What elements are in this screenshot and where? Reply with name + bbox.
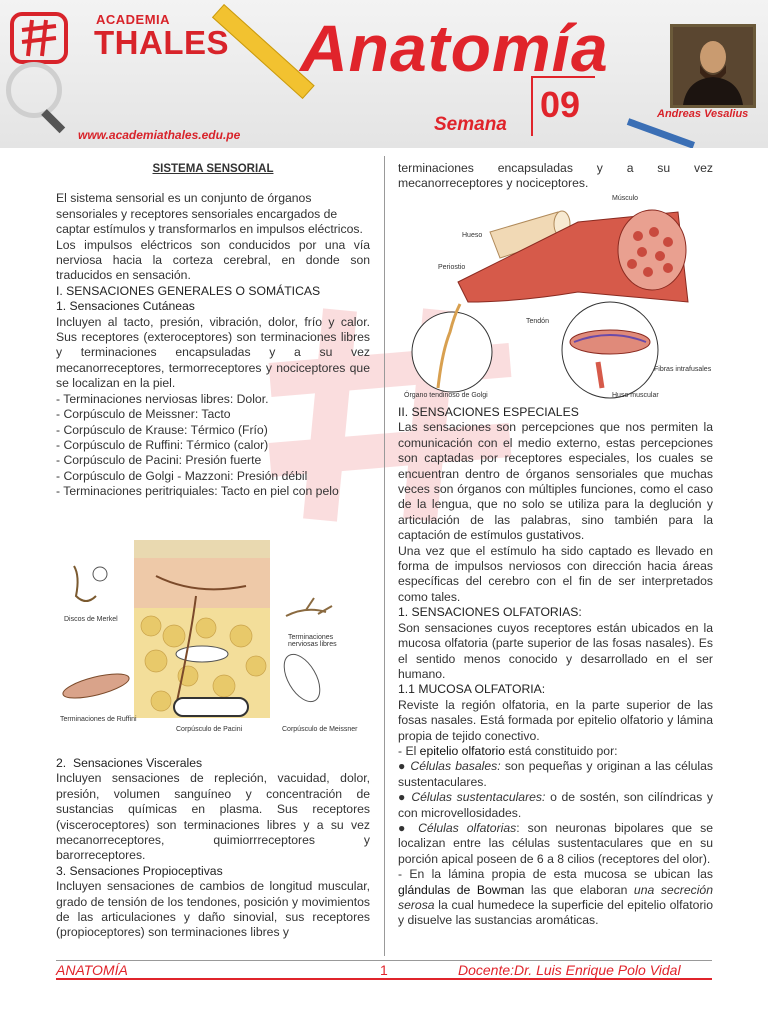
label-meissner: Corpúsculo de Meissner (282, 726, 358, 733)
portrait-name: Andreas Vesalius (657, 108, 749, 120)
magnifier-icon (6, 62, 62, 118)
column-divider (384, 156, 385, 956)
especiales-text-2: Una vez que el estímulo ha sido captado es llevado en forma de impulsos nerviosos con dirección hacia áreas específicas del cerebro con el fin de ser interpretados como tales. (398, 543, 713, 604)
week-label: Semana (434, 114, 507, 135)
sustentaculares-item: ● Células sustentaculares: o de sostén, son cilíndricas y con microvellosidades. (398, 790, 714, 820)
viscerales-text: Incluyen sensaciones de repleción, vacuidad, dolor, presión, volumen sanguíneo y concentración de sustancias químicas en plasma. Sus receptores (visceroceptores) son terminaciones libres y a su vez mecanorreceptores, quimiorrreceptores y barorreceptores. (56, 771, 370, 863)
bowman-italic: una secreción serosa (398, 882, 713, 912)
label-fibras: Fibras intrafusales (654, 366, 712, 373)
basales-text: son pequeñas y originan a las células sustentaculares. (398, 759, 713, 789)
academy-logo-icon (10, 12, 68, 64)
right-column-bottom (398, 405, 713, 929)
receptor-item: - Terminaciones nerviosas libres: Dolor. (56, 391, 269, 406)
footer-red-line (56, 978, 712, 980)
sustentaculares-text: o de sostén, son cilíndricas y con microvellosidades. (398, 790, 714, 820)
olfatorias-term: Células olfatorias (418, 820, 517, 835)
sustentaculares-term: Células sustentaculares: (411, 790, 546, 805)
epitelio-line (398, 744, 713, 759)
left-column-top (56, 162, 370, 500)
mucosa-text: Reviste la región olfatoria, en la parte superior de las fosas nasales. Está formada por epitelio olfatorio y lámina propia de tejido conectivo. (398, 697, 713, 743)
label-musculo: Músculo (612, 195, 639, 202)
receptor-item: - Corpúsculo de Pacini: Presión fuerte (56, 453, 262, 468)
pencil-decoration (627, 118, 695, 148)
olfatorias-item: ● Células olfatorias: son neuronas bipolares que se localizan entre las células sustentaculares que en su porción apical poseen de 6 a 8 cilios (receptores del olor). (398, 820, 714, 866)
label-pacini: Corpúsculo de Pacini (176, 726, 243, 733)
epitelio-post: está constituido por: (505, 743, 618, 758)
footer-subject: ANATOMÍA (56, 962, 128, 978)
label-ruffini: Terminaciones de Ruffini (60, 716, 137, 723)
heading-mucosa: 1.1 MUCOSA OLFATORIA: (398, 682, 546, 697)
footer-rule (56, 960, 712, 961)
bowman-term: glándulas de Bowman (398, 882, 525, 897)
receptor-item: - Corpúsculo de Meissner: Tacto (56, 407, 231, 422)
page-header (0, 0, 768, 148)
footer-page-number: 1 (380, 962, 388, 978)
receptor-item: - Corpúsculo de Ruffini: Térmico (calor) (56, 437, 269, 452)
heading-generales: I. SENSACIONES GENERALES O SOMÁTICAS (56, 283, 321, 298)
label-huso: Huso muscular (612, 392, 659, 399)
academy-name: THALES (94, 24, 229, 61)
magnifier-handle (41, 109, 65, 133)
label-hueso: Hueso (462, 232, 483, 239)
heading-viscerales-number: 2. (56, 756, 67, 770)
receptor-item: - Corpúsculo de Krause: Térmico (Frío) (56, 422, 268, 437)
olfatorias-item-text: : son neuronas bipolares que se localizan entre las células sustentaculares que en su porción apical poseen de 6 a 8 cilios (receptores del olor). (398, 820, 714, 866)
receptor-item: - Corpúsculo de Golgi - Mazzoni: Presión débil (56, 468, 308, 483)
epitelio-pre: - El (398, 743, 420, 758)
olfatorias-text: Son sensaciones cuyos receptores están ubicados en la mucosa olfatoria (parte superior de las fosas nasales). Es el sentido menos conocido y desarrollado en el ser humano. (398, 620, 713, 681)
basales-item: ● Células basales: son pequeñas y originan a las células sustentaculares. (398, 759, 713, 789)
basales-term: Células basales: (410, 759, 501, 774)
especiales-text: Las sensaciones son percepciones que nos permiten la comunicación con el medio externo, estas percepciones son captadas por receptores especiales, los cuales se encuentran dentro de órganos sensoriales que muchas veces son órganos con múltiples funciones, como el caso de la lengua, que no solo se utiliza para la deglución y articulación de las palabras, sino también para la captación de estímulos gustativos. (398, 420, 713, 543)
heading-viscerales (56, 756, 370, 771)
propioceptivas-text: Incluyen sensaciones de cambios de longitud muscular, grado de tensión de los tendones, posición y movimientos de las articulaciones y daño sinovial, sus receptores (propioceptores) son terminaciones libres y (56, 879, 370, 940)
skin-receptors-figure (56, 536, 372, 744)
bowman-post: la cual humedece la superficie del epitelio olfatorio y disuelve las sustancias aromáticas. (398, 898, 713, 928)
label-periostio: Periostio (438, 264, 466, 271)
right-column-top (398, 161, 713, 192)
footer-teacher: Docente:Dr. Luis Enrique Polo Vidal (458, 962, 681, 978)
bowman-mid: las que elaboran (524, 882, 634, 897)
bowman-paragraph (398, 867, 713, 929)
label-golgi: Órgano tendinoso de Golgi (404, 392, 488, 399)
website-link[interactable]: www.academiathales.edu.pe (78, 128, 241, 142)
receptor-item: - Terminaciones peritriquiales: Tacto en piel con pelo (56, 484, 339, 499)
section-title: SISTEMA SENSORIAL (152, 163, 274, 175)
epitelio-term: epitelio olfatorio (419, 743, 506, 758)
academy-small-label: ACADEMIA (96, 12, 171, 27)
left-column-bottom (56, 756, 370, 941)
label-merkel: Discos de Merkel (64, 616, 118, 623)
heading-propioceptivas: 3. Sensaciones Propioceptivas (56, 863, 223, 878)
heading-cutaneas: 1. Sensaciones Cutáneas (56, 299, 195, 314)
muscle-receptors-figure (398, 192, 713, 402)
week-number: 09 (540, 84, 581, 125)
label-tendon: Tendón (526, 318, 549, 325)
page-title: Anatomía (300, 11, 609, 85)
portrait-image (670, 24, 756, 108)
label-terminaciones-libres: Terminaciones nerviosas libres (288, 634, 337, 648)
heading-especiales: II. SENSACIONES ESPECIALES (398, 405, 579, 419)
heading-viscerales-text: Sensaciones Viscerales (72, 756, 203, 770)
heading-olfatorias: 1. SENSACIONES OLFATORIAS: (398, 605, 582, 620)
cutaneas-text: Incluyen al tacto, presión, vibración, dolor, frío y calor. Sus receptores (exteroceptores) son terminaciones libres y terminaciones encapsuladas y a su vez mecanorreceptores, termorreceptores y nociceptores que se localizan en la piel. (56, 314, 370, 391)
continuation-text: terminaciones encapsuladas y a su vez mecanorreceptores y nociceptores. (398, 161, 713, 191)
bowman-pre: - En la lámina propia de esta mucosa se ubican las (398, 867, 713, 882)
intro-paragraph-1: El sistema sensorial es un conjunto de órganos sensoriales y receptores sensoriales encargados de captar estímulos y transformarlos en impulsos eléctricos. (56, 191, 363, 237)
intro-paragraph-2: Los impulsos eléctricos son conducidos por una vía nerviosa hacia la corteza cerebral, en donde son traducidos en sensación. (56, 237, 370, 283)
